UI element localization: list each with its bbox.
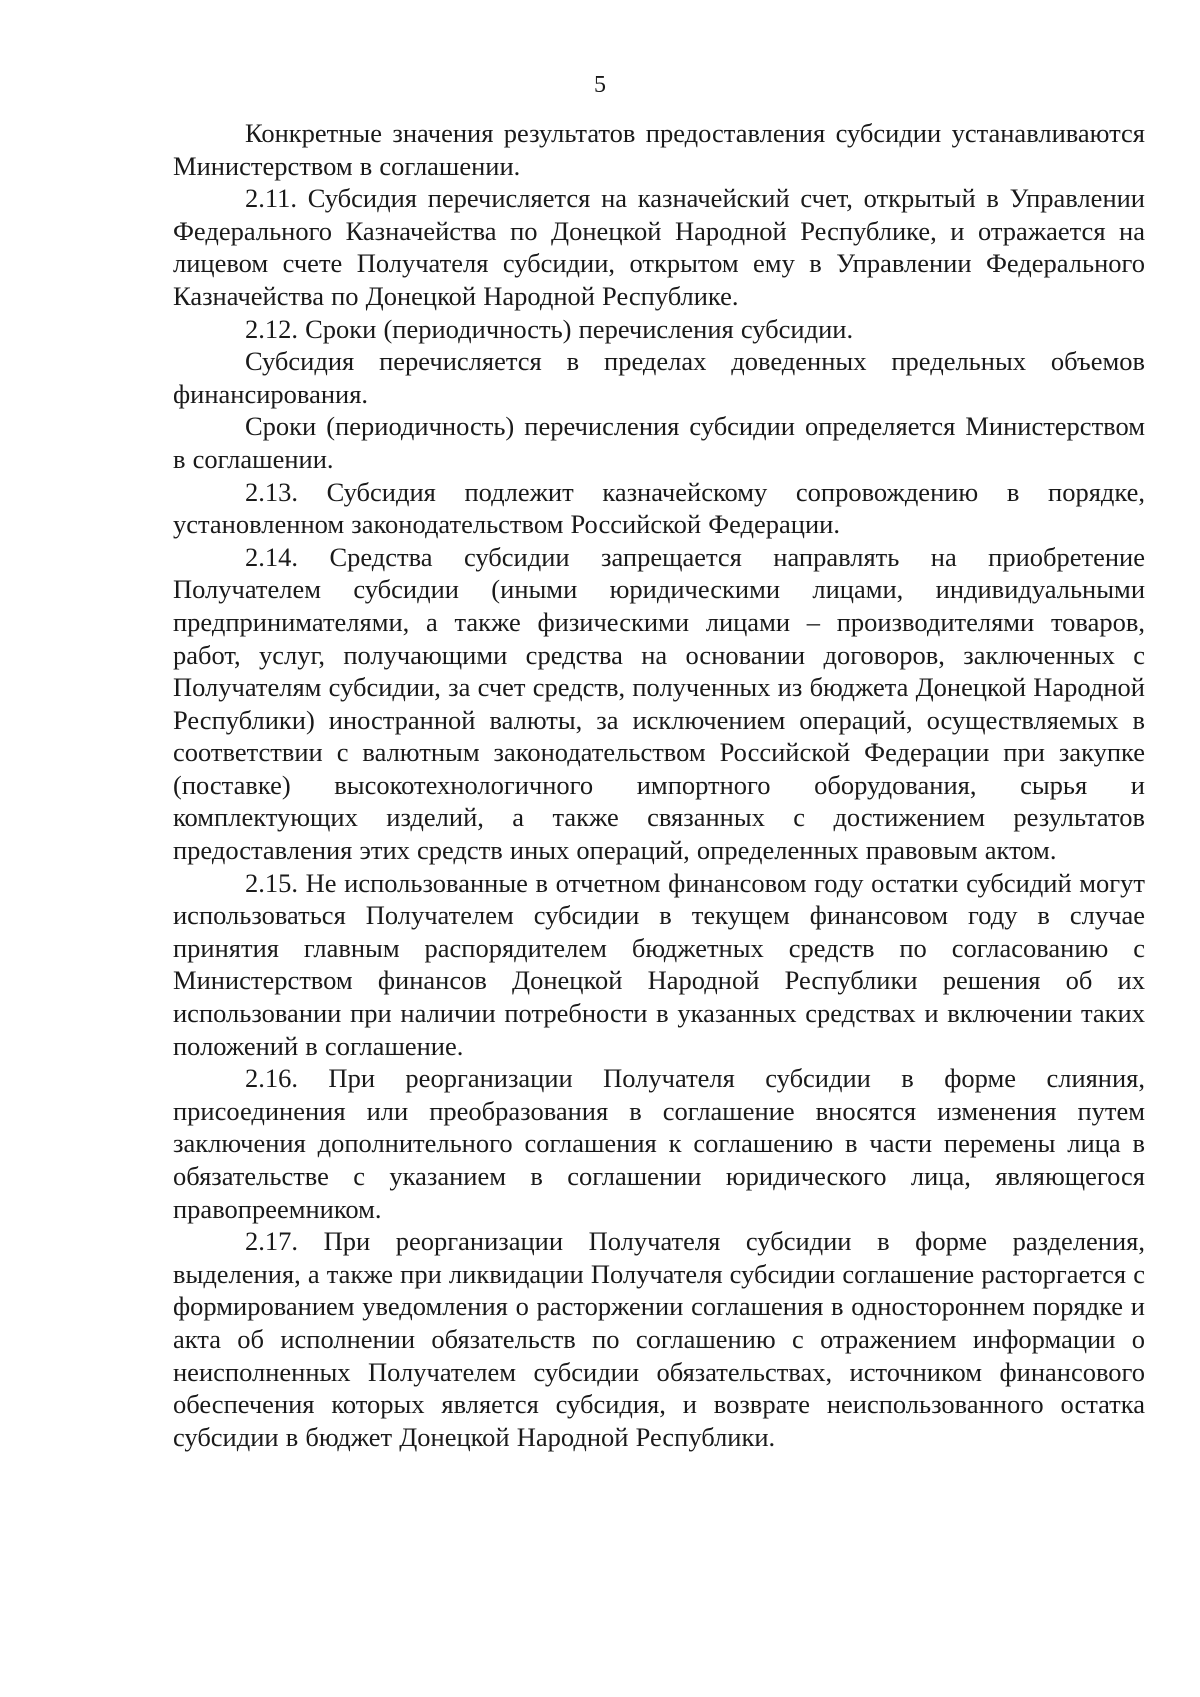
- paragraph-2-11: 2.11. Субсидия перечисляется на казначейский счет, открытый в Управлении Федерального Казначейства по Донецкой Народной Республике, и отражается на лицевом счете Получателя субсидии, открытом ему в Управлении Федерального Казначейства по Донецкой Народной Республике.: [173, 183, 1145, 311]
- paragraph-2-14: 2.14. Средства субсидии запрещается направлять на приобретение Получателем субсидии (иными юридическими лицами, индивидуальными предпринимателями, а также физическими лицами – производителями товаров, работ, услуг, получающими средства на основании договоров, заключенных с Получателям субсидии, за счет средств, полученных из бюджета Донецкой Народной Республики) иностранной валюты, за исключением операций, осуществляемых в соответствии с валютным законодательством Российской Федерации при закупке (поставке) высокотехнологичного импортного оборудования, сырья и комплектующих изделий, а также связанных с достижением результатов предоставления этих средств иных операций, определенных правовым актом.: [173, 541, 1145, 866]
- paragraph-2-12-terms: Сроки (периодичность) перечисления субсидии определяется Министерством в соглашении.: [173, 411, 1145, 474]
- paragraph-2-12-limits: Субсидия перечисляется в пределах доведенных предельных объемов финансирования.: [173, 346, 1145, 409]
- document-body: [173, 117, 1145, 1453]
- paragraph-2-17: 2.17. При реорганизации Получателя субсидии в форме разделения, выделения, а также при ликвидации Получателя субсидии соглашение расторгается с формированием уведомления о расторжении соглашения в одностороннем порядке и акта об исполнении обязательств по соглашению с отражением информации о неисполненных Получателем субсидии обязательствах, источником финансового обеспечения которых является субсидия, и возврате неиспользованного остатка субсидии в бюджет Донецкой Народной Республики.: [173, 1226, 1145, 1452]
- paragraph-2-15: 2.15. Не использованные в отчетном финансовом году остатки субсидий могут использоваться Получателем субсидии в текущем финансовом году в случае принятия главным распорядителем бюджетных средств по согласованию с Министерством финансов Донецкой Народной Республики решения об их использовании при наличии потребности в указанных средствах и включении таких положений в соглашение.: [173, 867, 1145, 1061]
- paragraph-2-16: 2.16. При реорганизации Получателя субсидии в форме слияния, присоединения или преобразования в соглашение вносятся изменения путем заключения дополнительного соглашения к соглашению в части перемены лица в обязательстве с указанием в соглашении юридического лица, являющегося правопреемником.: [173, 1063, 1145, 1224]
- page-number: 5: [594, 72, 606, 98]
- paragraph-2-12: 2.12. Сроки (периодичность) перечисления субсидии.: [245, 313, 854, 344]
- paragraph-results-values: Конкретные значения результатов предоставления субсидии устанавливаются Министерством в соглашении.: [173, 118, 1145, 181]
- paragraph-2-13: 2.13. Субсидия подлежит казначейскому сопровождению в порядке, установленном законодательством Российской Федерации.: [173, 476, 1145, 540]
